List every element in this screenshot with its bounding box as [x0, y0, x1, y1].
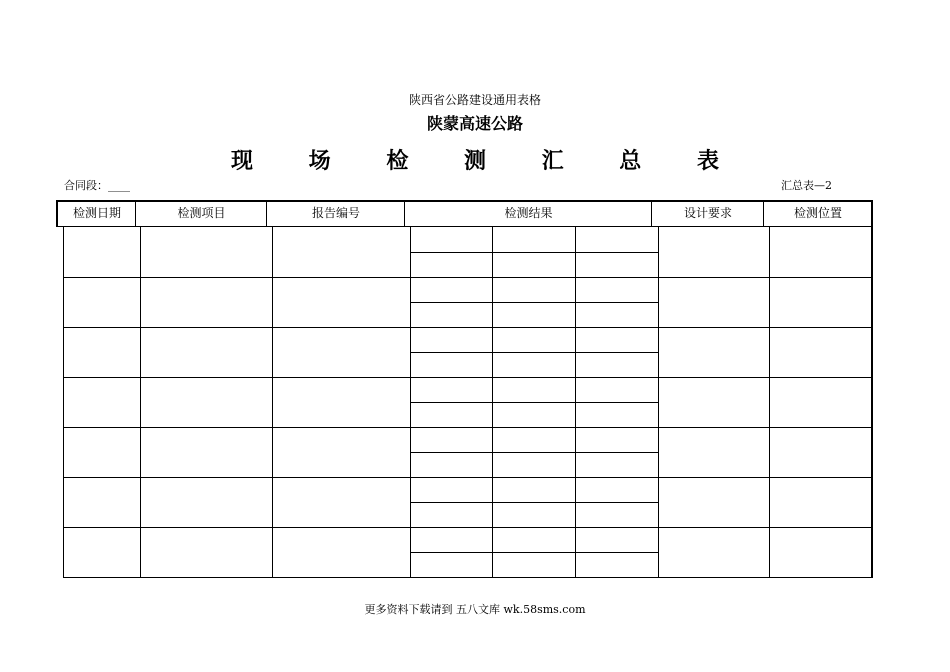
result-subrow-separator [410, 452, 659, 453]
row-separator [63, 277, 873, 278]
header-divider [651, 200, 652, 227]
column-header-design-requirement: 设计要求 [683, 206, 732, 220]
page-title: 现 场 检 测 汇 总 表 [231, 149, 743, 174]
result-subrow-separator [410, 552, 659, 553]
inspection-summary-table [56, 200, 873, 578]
header-divider [266, 200, 267, 227]
body-divider [272, 227, 273, 578]
header-divider [135, 200, 136, 227]
header-right-border [871, 200, 873, 227]
header-bottom-border [56, 226, 873, 227]
result-subrow-separator [410, 502, 659, 503]
result-subrow-separator [410, 402, 659, 403]
table-bottom-border [63, 577, 873, 578]
table-top-border [56, 200, 873, 202]
header-divider [404, 200, 405, 227]
column-header-location: 检测位置 [793, 206, 842, 220]
row-separator [63, 527, 873, 528]
project-name: 陕蒙高速公路 [426, 114, 523, 133]
body-right-border [871, 227, 873, 578]
form-subtitle: 陕西省公路建设通用表格 [408, 93, 541, 107]
header-left-border [56, 200, 58, 227]
column-header-report-no: 报告编号 [311, 206, 360, 220]
column-header-date: 检测日期 [72, 206, 121, 220]
column-header-result: 检测结果 [504, 206, 553, 220]
document-header [0, 0, 950, 200]
row-separator [63, 477, 873, 478]
row-separator [63, 427, 873, 428]
result-subrow-separator [410, 302, 659, 303]
contract-section-label: 合同段：____ [64, 179, 130, 192]
body-left-border [63, 227, 64, 578]
column-header-item: 检测项目 [177, 206, 226, 220]
result-subrow-separator [410, 252, 659, 253]
body-divider [140, 227, 141, 578]
row-separator [63, 327, 873, 328]
result-subrow-separator [410, 352, 659, 353]
header-divider [763, 200, 764, 227]
row-separator [63, 377, 873, 378]
footer-download-note: 更多资料下载请到 五八文库 wk.58sms.com [364, 603, 586, 616]
form-number: 汇总表—2 [781, 179, 832, 192]
body-divider [769, 227, 770, 578]
